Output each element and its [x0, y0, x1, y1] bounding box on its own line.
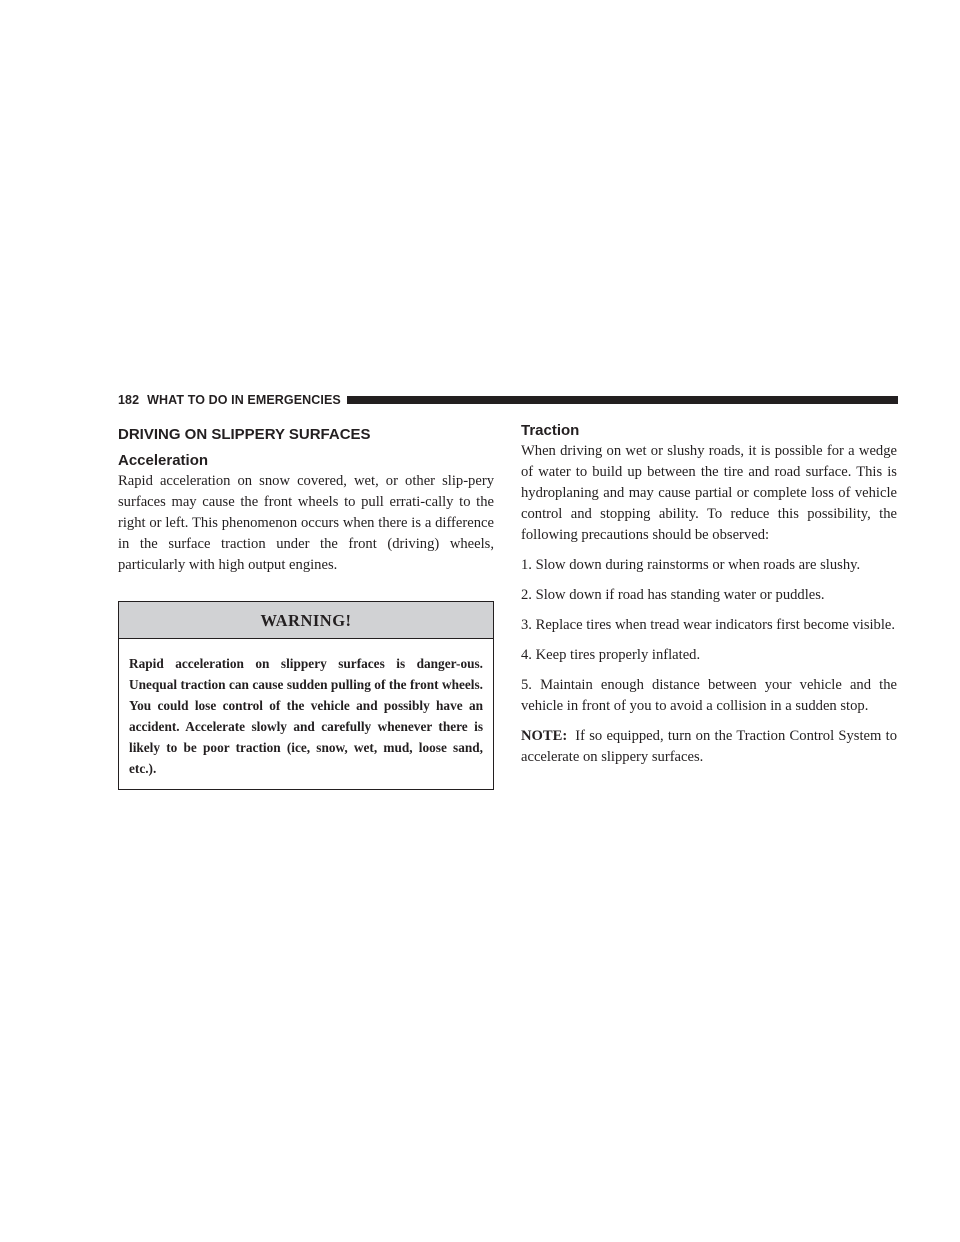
warning-box	[118, 601, 494, 790]
header-rule	[347, 396, 898, 404]
list-item: 5. Maintain enough distance between your vehicle and the vehicle in front of you to avoid a collision in a sudden stop.	[521, 677, 897, 714]
main-heading: DRIVING ON SLIPPERY SURFACES	[118, 426, 371, 443]
note-text: If so equipped, turn on the Traction Control System to accelerate on slippery surfaces.	[521, 728, 897, 765]
acceleration-heading: Acceleration	[118, 452, 209, 469]
left-column	[118, 420, 494, 790]
right-column	[521, 420, 897, 777]
list-item: 3. Replace tires when tread wear indicators first become visible.	[521, 617, 896, 633]
note-label: NOTE:	[521, 728, 568, 744]
traction-intro: When driving on wet or slushy roads, it is possible for a wedge of water to build up between the tire and road surface. This is hydroplaning and may cause partial or complete loss of vehicle control and stopping ability. To reduce this possibility, the following precautions should be observed:	[521, 443, 897, 543]
traction-heading: Traction	[521, 422, 580, 439]
section-title: WHAT TO DO IN EMERGENCIES	[147, 393, 341, 407]
page-header	[118, 393, 898, 407]
list-item: 4. Keep tires properly inflated.	[521, 647, 701, 663]
note-paragraph	[521, 726, 897, 768]
warning-text: Rapid acceleration on slippery surfaces is danger-ous. Unequal traction can cause sudden pulling of the front wheels. You could lose control of the vehicle and possibly have an accident. Accelerate slowly and carefully whenever there is likely to be poor traction (ice, snow, wet, mud, loose sand, etc.).	[129, 656, 483, 776]
warning-title: WARNING!	[119, 602, 493, 639]
list-item: 1. Slow down during rainstorms or when roads are slushy.	[521, 557, 861, 573]
page-number: 182	[118, 393, 140, 407]
acceleration-paragraph: Rapid acceleration on snow covered, wet, or other slip-pery surfaces may cause the front wheels to pull errati-cally to the right or left. This phenomenon occurs when there is a difference in the surface traction under the front (driving) wheels, particularly with high output engines.	[118, 473, 494, 573]
header-text	[118, 393, 341, 407]
list-item: 2. Slow down if road has standing water or puddles.	[521, 587, 825, 603]
